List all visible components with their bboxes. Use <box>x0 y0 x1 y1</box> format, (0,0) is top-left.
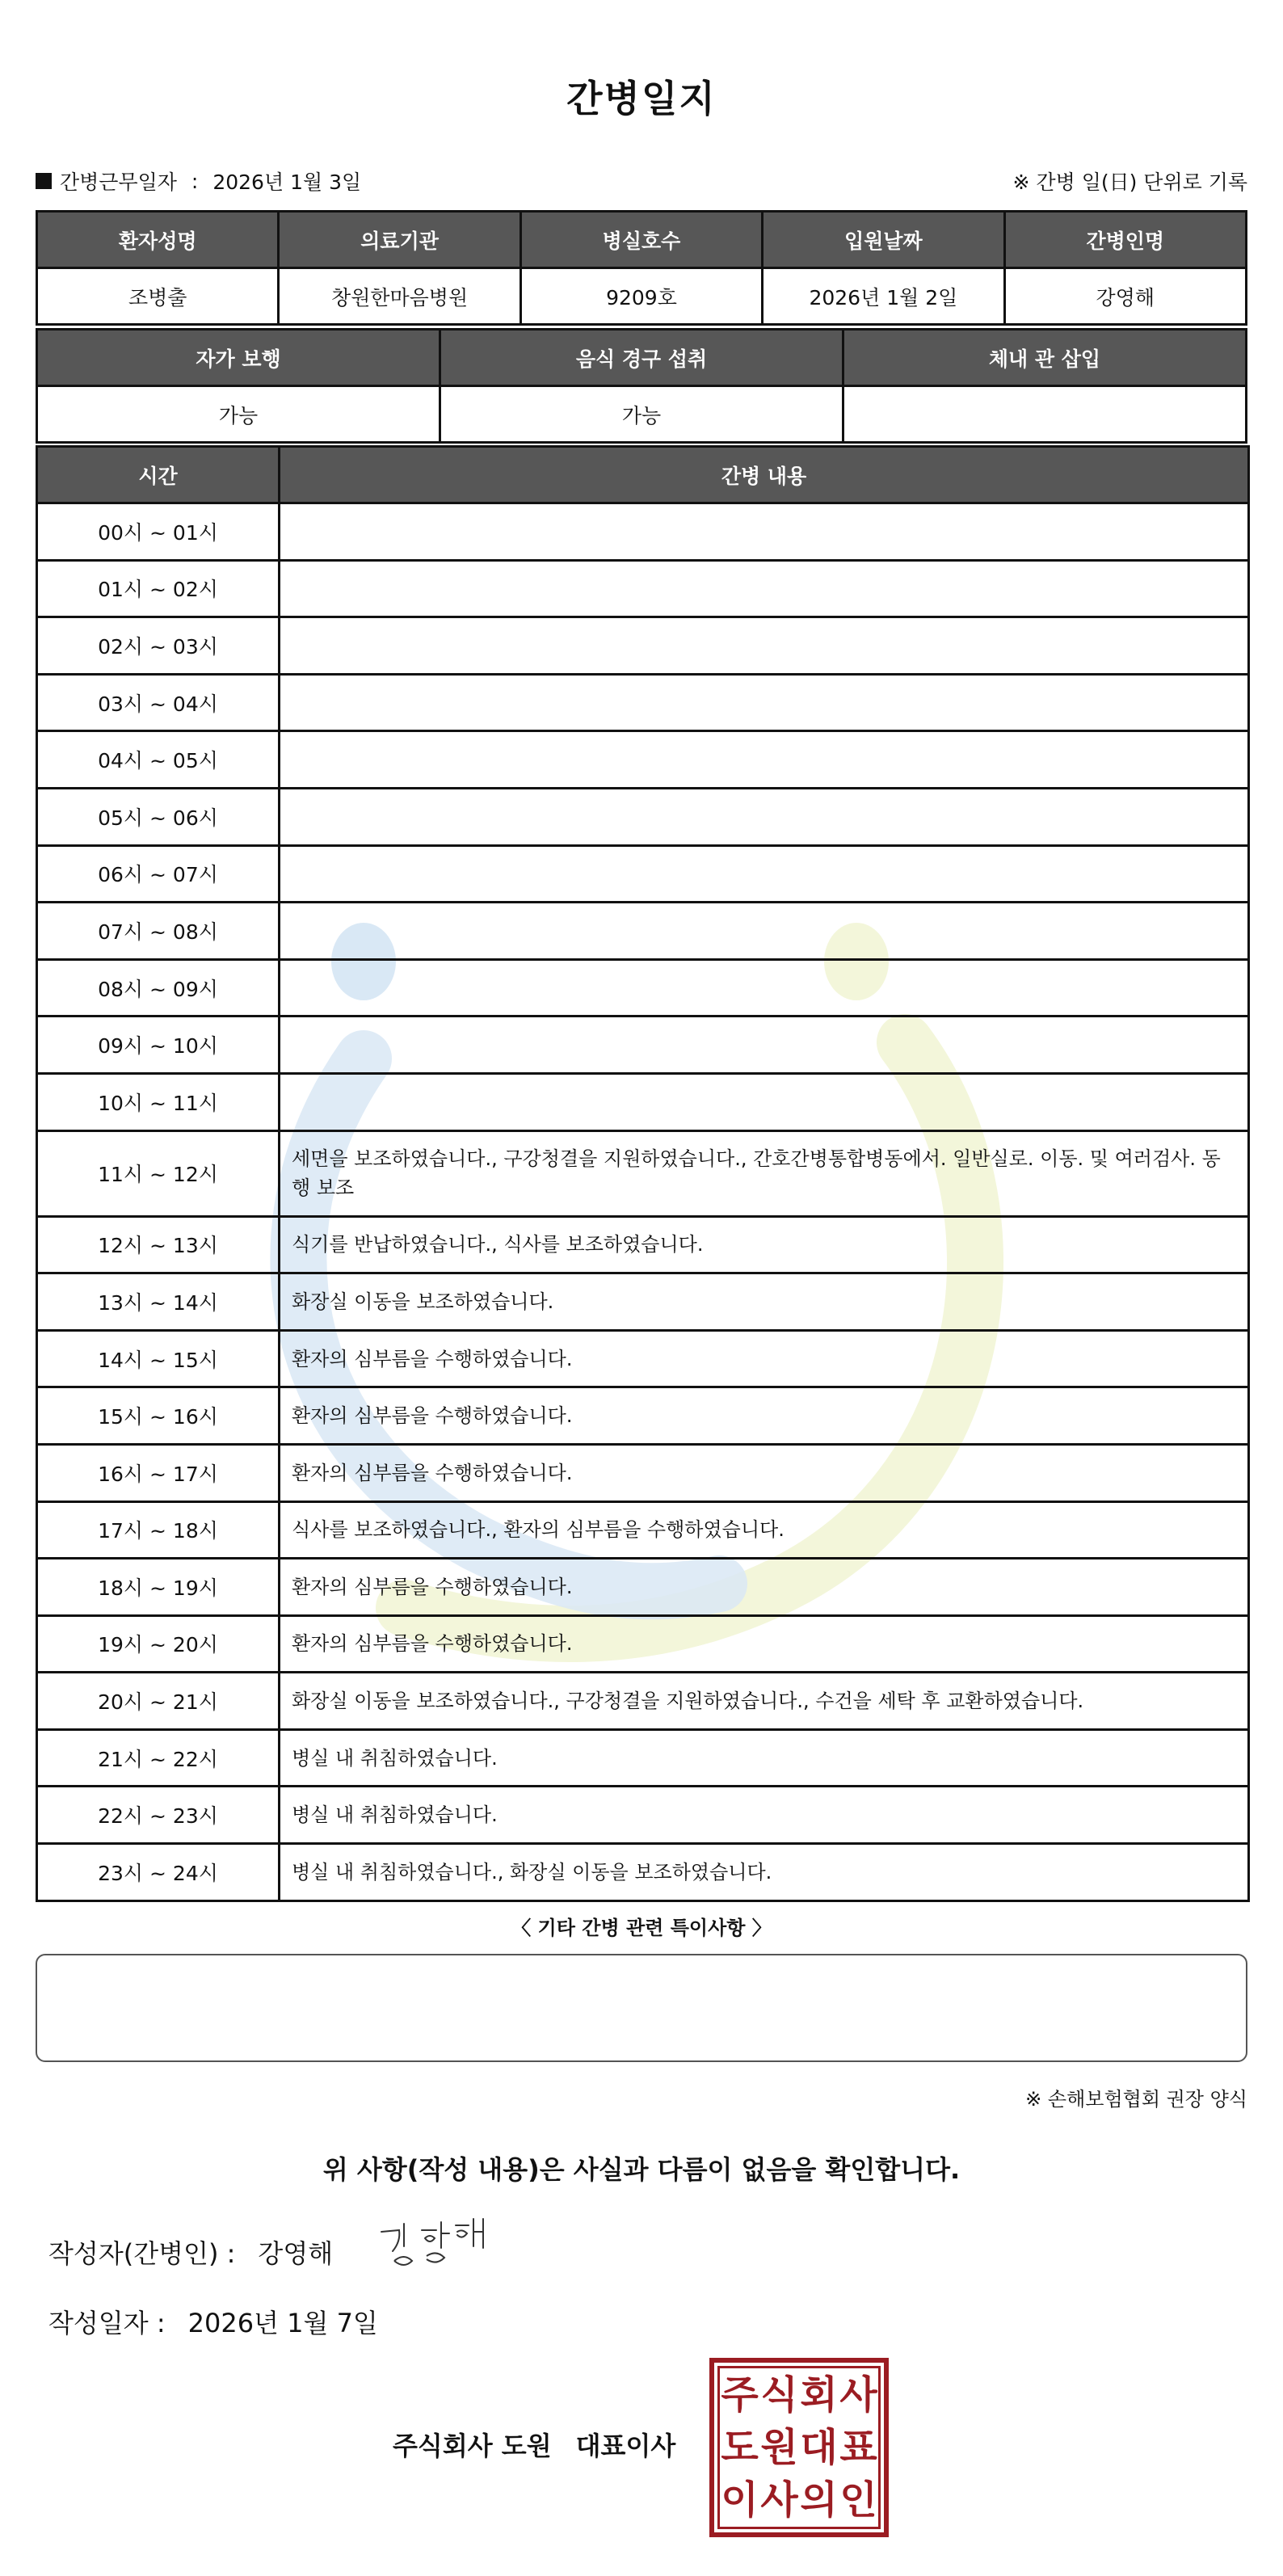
patient-status-table <box>36 328 1247 444</box>
header-caregiver-name: 간병인명 <box>1004 212 1246 268</box>
writer-label: 작성자(간병인) : <box>48 2238 236 2269</box>
company-name: 주식회사 도원 <box>393 2431 552 2461</box>
care-log-time: 17시 ~ 18시 <box>37 1501 280 1559</box>
care-log-time: 04시 ~ 05시 <box>37 731 280 789</box>
care-log-content: 환자의 심부름을 수행하였습니다. <box>280 1559 1249 1616</box>
unit-note: ※ 간병 일(日) 단위로 기록 <box>1012 170 1247 194</box>
care-log-row <box>37 1330 1249 1387</box>
care-log-time: 12시 ~ 13시 <box>37 1216 280 1273</box>
care-log-time: 01시 ~ 02시 <box>37 560 280 617</box>
care-log-row <box>37 617 1249 675</box>
meta-row <box>36 166 1247 196</box>
care-log-content: 환자의 심부름을 수행하였습니다. <box>280 1444 1249 1501</box>
seal-character: 사 <box>760 2477 798 2523</box>
care-log-time: 21시 ~ 22시 <box>37 1729 280 1787</box>
seal-character: 원 <box>760 2424 798 2470</box>
care-log-time: 06시 ~ 07시 <box>37 845 280 903</box>
care-log-time: 02시 ~ 03시 <box>37 617 280 675</box>
care-log-row <box>37 1729 1249 1787</box>
care-log-row <box>37 731 1249 789</box>
care-log-content: 환자의 심부름을 수행하였습니다. <box>280 1330 1249 1387</box>
room-number-value: 9209호 <box>520 268 762 325</box>
care-log-row <box>37 1130 1249 1216</box>
care-log-table <box>36 445 1250 1902</box>
patient-info-value-row <box>37 268 1247 325</box>
care-log-time: 08시 ~ 09시 <box>37 959 280 1017</box>
patient-info-table <box>36 210 1247 326</box>
care-log-time: 23시 ~ 24시 <box>37 1844 280 1901</box>
writer-name: 강영해 <box>258 2238 334 2269</box>
care-log-time: 10시 ~ 11시 <box>37 1073 280 1130</box>
care-log-content <box>280 1073 1249 1130</box>
seal-character: 사 <box>839 2372 877 2418</box>
writer-row <box>48 2233 333 2271</box>
company-seal-grid <box>717 2366 881 2529</box>
care-log-row <box>37 560 1249 617</box>
care-log-content <box>280 731 1249 789</box>
seal-character: 이 <box>721 2477 759 2523</box>
patient-name-value: 조병출 <box>37 268 279 325</box>
header-room-number: 병실호수 <box>520 212 762 268</box>
work-date-value: 2026년 1월 3일 <box>212 170 362 194</box>
care-log-content: 환자의 심부름을 수행하였습니다. <box>280 1387 1249 1445</box>
square-bullet-icon <box>36 173 52 189</box>
care-log-content: 병실 내 취침하였습니다., 화장실 이동을 보조하였습니다. <box>280 1844 1249 1901</box>
self-walking-value: 가능 <box>37 386 440 443</box>
care-log-content: 병실 내 취침하였습니다. <box>280 1729 1249 1787</box>
care-log-row <box>37 1501 1249 1559</box>
care-log-content: 화장실 이동을 보조하였습니다., 구강청결을 지원하였습니다., 수건을 세탁 후 교환하였습니다. <box>280 1673 1249 1730</box>
care-log-time: 20시 ~ 21시 <box>37 1673 280 1730</box>
company-seal <box>709 2358 889 2537</box>
company-signoff <box>393 2426 675 2463</box>
care-log-row <box>37 1273 1249 1331</box>
care-log-content <box>280 788 1249 845</box>
header-time: 시간 <box>37 447 280 503</box>
header-oral-intake: 음식 경구 섭취 <box>440 330 843 386</box>
care-log-row <box>37 788 1249 845</box>
care-log-row <box>37 1559 1249 1616</box>
care-log-content <box>280 674 1249 731</box>
recommend-note: ※ 손해보험협회 권장 양식 <box>1025 2088 1247 2111</box>
patient-status-header-row <box>37 330 1247 386</box>
care-log-time: 15시 ~ 16시 <box>37 1387 280 1445</box>
care-log-content <box>280 560 1249 617</box>
care-log-time: 14시 ~ 15시 <box>37 1330 280 1387</box>
work-date-colon: : <box>191 169 199 193</box>
care-log-content <box>280 903 1249 960</box>
care-log-row <box>37 959 1249 1017</box>
care-log-row <box>37 1444 1249 1501</box>
care-log-time: 00시 ~ 01시 <box>37 503 280 561</box>
header-admission-date: 입원날짜 <box>763 212 1004 268</box>
care-log-time: 19시 ~ 20시 <box>37 1615 280 1673</box>
care-log-row <box>37 1017 1249 1074</box>
seal-character: 인 <box>839 2477 877 2523</box>
care-log-time: 09시 ~ 10시 <box>37 1017 280 1074</box>
care-log-time: 11시 ~ 12시 <box>37 1130 280 1216</box>
notes-title: 〈 기타 간병 관련 특이사항 〉 <box>511 1917 772 1939</box>
care-log-time: 16시 ~ 17시 <box>37 1444 280 1501</box>
care-log-row <box>37 845 1249 903</box>
care-log-time: 05시 ~ 06시 <box>37 788 280 845</box>
hospital-value: 창원한마음병원 <box>279 268 520 325</box>
care-log-row <box>37 1844 1249 1901</box>
care-log-content <box>280 1017 1249 1074</box>
care-log-time: 07시 ~ 08시 <box>37 903 280 960</box>
care-log-content: 환자의 심부름을 수행하였습니다. <box>280 1615 1249 1673</box>
care-log-row <box>37 503 1249 561</box>
caregiver-name-value: 강영해 <box>1004 268 1246 325</box>
care-log-header-row <box>37 447 1249 503</box>
care-log-content: 병실 내 취침하였습니다. <box>280 1787 1249 1844</box>
care-log-row <box>37 1787 1249 1844</box>
seal-character: 식 <box>760 2372 798 2418</box>
handwritten-signature <box>376 2214 498 2271</box>
patient-info-header-row <box>37 212 1247 268</box>
work-date-label: 간병근무일자 <box>60 170 177 194</box>
date-value: 2026년 1월 7일 <box>187 2308 378 2338</box>
care-log-row <box>37 1615 1249 1673</box>
care-log-row <box>37 1073 1249 1130</box>
care-log-row <box>37 1673 1249 1730</box>
care-log-time: 03시 ~ 04시 <box>37 674 280 731</box>
care-log-time: 22시 ~ 23시 <box>37 1787 280 1844</box>
admission-date-value: 2026년 1월 2일 <box>763 268 1004 325</box>
care-log-body <box>37 503 1249 1901</box>
seal-character: 주 <box>721 2372 759 2418</box>
care-log-content <box>280 959 1249 1017</box>
work-date-group <box>36 166 361 196</box>
seal-character: 회 <box>800 2372 838 2418</box>
care-log-row <box>37 674 1249 731</box>
care-log-row <box>37 903 1249 960</box>
care-log-content: 식기를 반납하였습니다., 식사를 보조하였습니다. <box>280 1216 1249 1273</box>
seal-character: 의 <box>800 2477 838 2523</box>
seal-character: 도 <box>721 2424 759 2470</box>
header-hospital: 의료기관 <box>279 212 520 268</box>
care-log-time: 13시 ~ 14시 <box>37 1273 280 1331</box>
page-title: 간병일지 <box>566 77 717 120</box>
care-log-content: 화장실 이동을 보조하였습니다. <box>280 1273 1249 1331</box>
header-patient-name: 환자성명 <box>37 212 279 268</box>
confirmation-text: 위 사항(작성 내용)은 사실과 다름이 없음을 확인합니다. <box>322 2154 961 2185</box>
care-log-content <box>280 503 1249 561</box>
date-label: 작성일자 : <box>48 2308 166 2338</box>
seal-character: 대 <box>800 2424 838 2470</box>
patient-status-value-row <box>37 386 1247 443</box>
care-log-content: 세면을 보조하였습니다., 구강청결을 지원하였습니다., 간호간병통합병동에서. 일반실로. 이동. 및 여러검사. 동행 보조 <box>280 1130 1249 1216</box>
tube-insertion-value <box>843 386 1247 443</box>
notes-box <box>36 1954 1247 2062</box>
care-log-time: 18시 ~ 19시 <box>37 1559 280 1616</box>
care-log-content: 식사를 보조하였습니다., 환자의 심부름을 수행하였습니다. <box>280 1501 1249 1559</box>
seal-character: 표 <box>839 2424 877 2470</box>
header-self-walking: 자가 보행 <box>37 330 440 386</box>
ceo-title: 대표이사 <box>575 2431 676 2461</box>
header-tube-insertion: 체내 관 삽입 <box>843 330 1247 386</box>
header-care-content: 간병 내용 <box>280 447 1249 503</box>
care-log-row <box>37 1387 1249 1445</box>
care-log-row <box>37 1216 1249 1273</box>
care-log-content <box>280 617 1249 675</box>
date-row <box>48 2303 378 2340</box>
oral-intake-value: 가능 <box>440 386 843 443</box>
care-log-content <box>280 845 1249 903</box>
